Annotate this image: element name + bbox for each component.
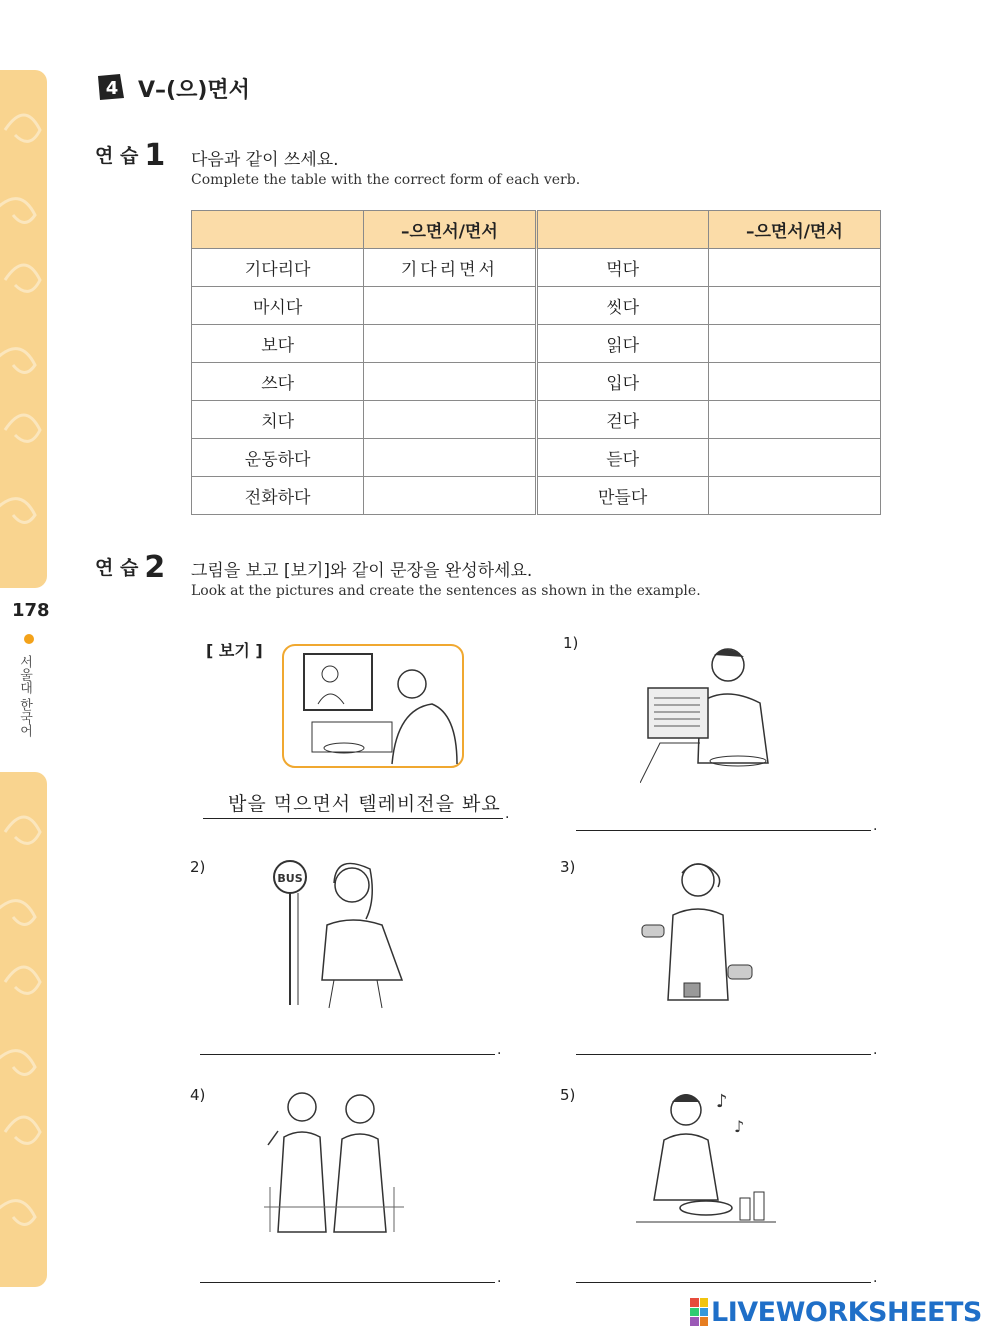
answer-line[interactable] [576,830,871,831]
item4-illustration [264,1087,404,1237]
table-row [192,401,881,439]
svg-text:BUS: BUS [277,872,303,885]
item2-illustration [272,855,412,1010]
answer-cell[interactable] [708,249,880,287]
table-row [192,287,881,325]
answer-line[interactable] [576,1054,871,1055]
answer-cell[interactable] [364,401,536,439]
verb-table [191,210,881,515]
verb-cell: 마시다 [192,287,364,325]
table-row [192,249,881,287]
page-number: 178 [12,600,50,621]
verb-cell: 전화하다 [192,477,364,515]
period: . [505,806,510,822]
verb-cell: 입다 [536,363,708,401]
answer-cell[interactable] [364,287,536,325]
svg-text:4: 4 [105,78,119,99]
answer-cell[interactable] [708,363,880,401]
period: . [497,1270,502,1286]
answer-line[interactable] [200,1282,495,1283]
period: . [497,1042,502,1058]
verb-cell: 기다리다 [192,249,364,287]
section-title: V–(으)면서 [138,78,250,103]
example-answer-line [203,818,503,819]
verb-cell: 운동하다 [192,439,364,477]
exercise2-instruction-en: Look at the pictures and create the sentences as shown in the example. [191,583,701,599]
verb-cell: 쓰다 [192,363,364,401]
exercise1-number: 1 [144,138,166,173]
verb-cell: 만들다 [536,477,708,515]
table-header-form-left: –으면서/면서 [364,211,536,249]
exercise2-instruction-ko: 그림을 보고 [보기]와 같이 문장을 완성하세요. [191,561,533,581]
table-header-verb-right [536,211,708,249]
svg-text:♪: ♪ [734,1117,745,1136]
item3-illustration [638,855,756,1010]
period: . [873,1042,878,1058]
answer-cell[interactable] [364,477,536,515]
item5-illustration [636,1082,776,1232]
answer-cell[interactable] [708,477,880,515]
answer-cell[interactable] [364,325,536,363]
item-number: 3) [560,858,576,876]
exercise2-label: 연 습 [95,557,139,579]
item-number: 4) [190,1086,206,1104]
answer-cell[interactable] [708,401,880,439]
answer-cell[interactable]: 기다리면서 [364,249,536,287]
item-number: 1) [563,634,579,652]
exercise1-heading [95,138,165,173]
table-header-verb-left [192,211,364,249]
answer-line[interactable] [576,1282,871,1283]
answer-cell[interactable] [364,439,536,477]
example-illustration [282,644,464,768]
verb-cell: 읽다 [536,325,708,363]
liveworksheets-logo [690,1296,982,1328]
exercise1-instruction-ko: 다음과 같이 쓰세요. [191,150,339,170]
svg-text:♪: ♪ [716,1091,728,1112]
item-number: 2) [190,858,206,876]
verb-cell: 치다 [192,401,364,439]
sidebar-decoration-top [0,70,47,588]
table-row [192,477,881,515]
exercise2-number: 2 [144,550,166,585]
table-row [192,363,881,401]
verb-cell: 걷다 [536,401,708,439]
answer-cell[interactable] [708,439,880,477]
page-dot [24,634,34,644]
answer-line[interactable] [200,1054,495,1055]
sidebar-decoration-bottom [0,772,47,1287]
period: . [873,1270,878,1286]
answer-cell[interactable] [708,287,880,325]
exercise2-heading [95,550,165,585]
table-header-form-right: –으면서/면서 [708,211,880,249]
exercise1-label: 연 습 [95,145,139,167]
answer-cell[interactable] [364,363,536,401]
liveworksheets-logo-icon [690,1298,708,1326]
period: . [873,818,878,834]
verb-cell: 듣다 [536,439,708,477]
verb-cell: 씻다 [536,287,708,325]
table-row [192,325,881,363]
exercise1-instruction-en: Complete the table with the correct form of each verb. [191,172,581,188]
verb-cell: 먹다 [536,249,708,287]
table-row [192,439,881,477]
example-label: [ 보기 ] [206,641,263,660]
answer-cell[interactable] [708,325,880,363]
liveworksheets-brand: LIVEWORKSHEETS [711,1296,982,1328]
section-number-badge [96,72,126,102]
item-number: 5) [560,1086,576,1104]
item1-illustration [640,643,775,783]
example-answer: 밥을 먹으면서 텔레비전을 봐요 [228,793,501,815]
book-title: 서울대 한국어 [17,655,32,738]
verb-cell: 보다 [192,325,364,363]
